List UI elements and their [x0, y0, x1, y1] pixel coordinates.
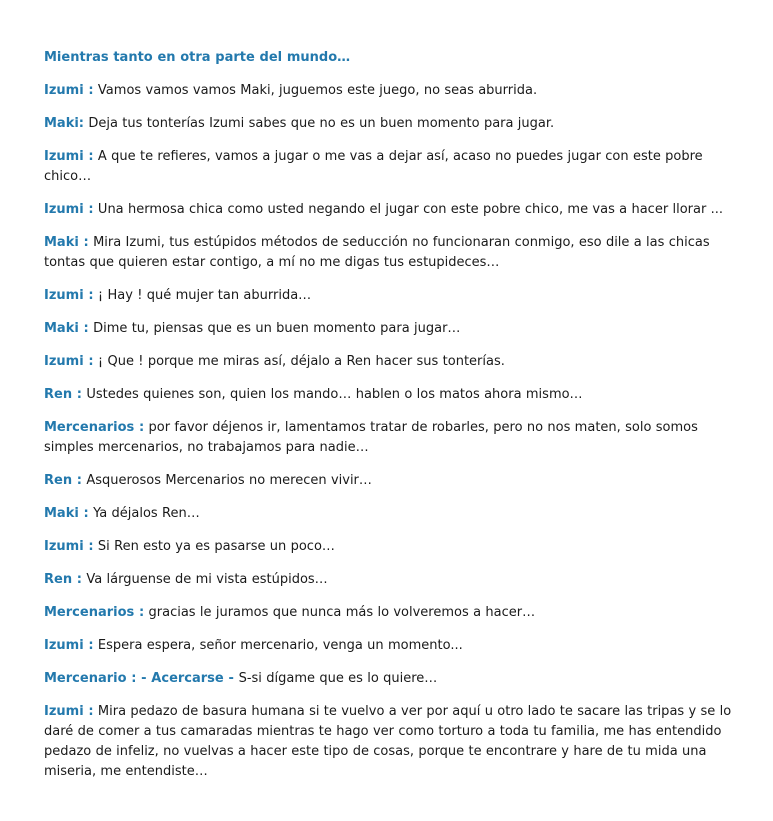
speaker-name: Izumi :	[44, 149, 94, 164]
dialogue-text: Mira pedazo de basura humana si te vuelvo a ver por aquí u otro lado te sacare las tripas y se lo daré de comer a tus camaradas mientras te hago ver como torturo a toda tu familia, me has entendido pedazo de infeliz, no vuelvas a hacer este tipo de cosas, porque te encontrare y hare de tu mida una miseria, me entendiste…	[44, 704, 732, 779]
dialogue-line	[44, 319, 733, 339]
speaker-name: Izumi :	[44, 354, 94, 369]
dialogue-text: Una hermosa chica como usted negando el jugar con este pobre chico, me vas a hacer llorar ...	[93, 202, 724, 217]
dialogue-text: Deja tus tonterías Izumi sabes que no es un buen momento para jugar.	[84, 116, 555, 131]
dialogue-text: Ustedes quienes son, quien los mando… hablen o los matos ahora mismo…	[82, 387, 583, 402]
speaker-name: Izumi :	[44, 638, 94, 653]
dialogue-line	[44, 233, 733, 273]
dialogue-text: Asquerosos Mercenarios no merecen vivir…	[82, 473, 372, 488]
dialogue-text: ¡ Que ! porque me miras así, déjalo a Ren hacer sus tonterías.	[93, 354, 505, 369]
speaker-name: Maki :	[44, 235, 89, 250]
dialogue-text: ¡ Hay ! qué mujer tan aburrida…	[93, 288, 312, 303]
dialogue-line	[44, 286, 733, 306]
dialogue-text: Dime tu, piensas que es un buen momento para jugar…	[88, 321, 461, 336]
dialogue-line	[44, 603, 733, 623]
dialogue-line	[44, 418, 733, 458]
dialogue-text: Mira Izumi, tus estúpidos métodos de seducción no funcionaran conmigo, eso dile a las chicas tontas que quieren estar contigo, a mí no me digas tus estupideces…	[44, 235, 710, 270]
dialogue-line	[44, 385, 733, 405]
dialogue-line	[44, 537, 733, 557]
speaker-name: Maki:	[44, 116, 85, 131]
dialogue-text: Ya déjalos Ren…	[88, 506, 200, 521]
dialogue-text: por favor déjenos ir, lamentamos tratar de robarles, pero no nos maten, solo somos simples mercenarios, no trabajamos para nadie…	[44, 420, 698, 455]
speaker-name: Izumi :	[44, 83, 94, 98]
dialogue-text: S-si dígame que es lo quiere…	[238, 671, 438, 686]
speaker-name: Ren :	[44, 387, 83, 402]
stage-direction: - Acercarse -	[136, 671, 239, 686]
speaker-name: Mercenarios :	[44, 605, 145, 620]
speaker-name: Izumi :	[44, 704, 94, 719]
speaker-name: Maki :	[44, 506, 89, 521]
speaker-name: Izumi :	[44, 288, 94, 303]
dialogue-line	[44, 147, 733, 187]
speaker-name: Maki :	[44, 321, 89, 336]
speaker-name: Izumi :	[44, 539, 94, 554]
speaker-name: Mercenario :	[44, 671, 137, 686]
dialogue-line	[44, 702, 733, 782]
dialogue-line	[44, 200, 733, 220]
dialogue-line	[44, 352, 733, 372]
dialogue-line	[44, 570, 733, 590]
speaker-name: Mercenarios :	[44, 420, 145, 435]
dialogue-line	[44, 471, 733, 491]
dialogue-line	[44, 114, 733, 134]
dialogue-line	[44, 669, 733, 689]
speaker-name: Ren :	[44, 473, 83, 488]
dialogue-line	[44, 504, 733, 524]
dialogue-text: Si Ren esto ya es pasarse un poco…	[93, 539, 335, 554]
dialogue-text: gracias le juramos que nunca más lo volveremos a hacer…	[144, 605, 536, 620]
speaker-name: Ren :	[44, 572, 83, 587]
dialogue-text: Va lárguense de mi vista estúpidos…	[82, 572, 328, 587]
dialogue-text: A que te refieres, vamos a jugar o me vas a dejar así, acaso no puedes jugar con este pobre chico…	[44, 149, 703, 184]
dialogue-line	[44, 81, 733, 101]
dialogue-line	[44, 636, 733, 656]
scene-title: Mientras tanto en otra parte del mundo…	[44, 50, 351, 65]
dialogue-text: Vamos vamos vamos Maki, juguemos este juego, no seas aburrida.	[93, 83, 538, 98]
dialogue-text: Espera espera, señor mercenario, venga un momento...	[93, 638, 463, 653]
speaker-name: Izumi :	[44, 202, 94, 217]
